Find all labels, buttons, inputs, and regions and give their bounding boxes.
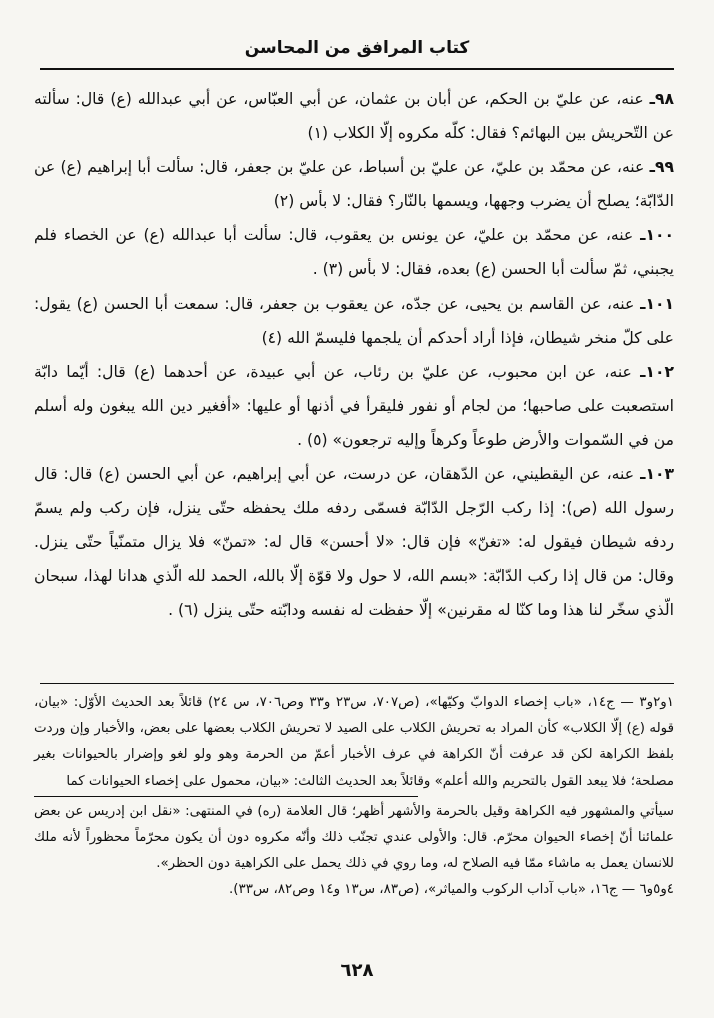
footnote-4-6: ٤و٥و٦ — ج١٦، «باب آداب الركوب والمياثر»، (ص٨٣، س١٣ و١٤ وص٨٢، س٣٣). xyxy=(229,882,674,898)
hadith-text: عنه، عن ابن محبوب، عن عليّ بن رئاب، عن أبي عبيدة، عن أحدهما (ع) قال: أيّما دابّة استصعبت على صاحبها؛ من لجام أو نفور فليقرأ في أذنها أو عليها: «أفغير دين الله يبغون وله أسلم من في السّموات والأرض طوعاً وكرهاً وإليه ترجعون» (٥) . xyxy=(34,362,674,449)
main-text xyxy=(34,82,674,628)
hadith-number: ١٠١ـ xyxy=(640,294,674,313)
header-rule xyxy=(40,68,674,70)
footnote-1-3: ١و٢و٣ — ج١٤، «باب إخصاء الدوابّ وكيّها»، (ص٧٠٧، س٢٣ و٣٣ وص٧٠٦، س ٢٤) قائلاً بعد الحديث الأوّل: «بيان، قوله (ع) إلّا الكلاب» كأن المراد به تحريش الكلاب على الصيد لا تحريش الكلاب بعضها على بعض، والأخبار وإن وردت بلفظ الكراهة لكن قد عرفت أنّ الكراهة في عرف الأخبار أعمّ من الحرمة وهو ولو لغو وإضرار بالحيوانات بغير مصلحة؛ فلا يبعد القول بالتحريم والله أعلم» وقائلاً بعد الحديث الثالث: «بيان، محمول على إخصاء الحيوانات كما xyxy=(34,695,674,789)
hadith-number: ١٠٠ـ xyxy=(640,226,674,245)
hadith-101 xyxy=(34,287,674,355)
hadith-text: عنه، عن اليقطيني، عن الدّهقان، عن درست، عن أبي إبراهيم، عن أبي الحسن (ع) قال: قال رسول الله (ص): إذا ركب الرّجل الدّابّة فسمّى ردفه ملك يحفظه حتّى ينزل، فإن ركب ولم يسمّ ردفه شيطان فيقول له: «تغنّ» فإن قال: «لا أحسن» قال له: «تمنّ» فلا يزال متمنّياً حتّى ينزل. وقال: من قال إذا ركب الدّابّة: «بسم الله، لا حول ولا قوّة إلّا بالله، الحمد لله الّذي هدانا لهذا، سبحان الّذي سخّر لنا هذا وما كنّا له مقرنين» إلّا حفظت له نفسه ودابّته حتّى ينزل (٦) . xyxy=(34,465,674,620)
hadith-103 xyxy=(34,457,674,627)
hadith-98 xyxy=(34,82,674,150)
hadith-text: عنه، عن محمّد بن عليّ، عن عليّ بن أسباط، عن عليّ بن جعفر، قال: سألت أبا إبراهيم (ع) عن الدّابّة؛ يصلح أن يضرب وجهها، ويسمها بالنّار؟ فقال: لا بأس (٢) xyxy=(34,158,674,211)
hadith-number: ٩٩ـ xyxy=(649,158,674,177)
footnote-divider xyxy=(34,796,418,797)
hadith-number: ١٠٢ـ xyxy=(640,362,674,381)
hadith-text: عنه، عن القاسم بن يحيى، عن جدّه، عن يعقوب بن جعفر، قال: سمعت أبا الحسن (ع) يقول: على كلّ منخر شيطان، فإذا أراد أحدكم أن يلجمها فليسمّ الله (٤) xyxy=(34,294,674,347)
footnotes xyxy=(34,690,674,904)
footnote-rule xyxy=(40,683,674,684)
hadith-number: ٩٨ـ xyxy=(649,90,674,108)
page-number: ٦٢٨ xyxy=(340,960,374,981)
running-header: كتاب المرافق من المحاسن xyxy=(244,38,470,58)
hadith-102 xyxy=(34,355,674,457)
footnote-continuation: سيأتي والمشهور فيه الكراهة وقيل بالحرمة والأشهر أظهر؛ قال العلامة (ره) في المنتهى: «نقل ابن إدريس عن بعض علمائنا أنّ إخصاء الحيوان محرّم. قال: والأولى عندي تجنّب ذلك وأنّه مكروه دون أن يكون محرّماً محظوراً لأنه ملك للانسان يعمل به ماشاء ممّا فيه الصلاح له، وما روي في ذلك يحمل على الكراهية دون الحظر». xyxy=(34,803,674,872)
hadith-number: ١٠٣ـ xyxy=(640,465,674,484)
hadith-99 xyxy=(34,150,674,218)
hadith-text: عنه، عن عليّ بن الحكم، عن أبان بن عثمان، عن أبي العبّاس، عن أبي عبدالله (ع) قال: سألته عن التّحريش بين البهائم؟ فقال: كلّه مكروه إلّا الكلاب (١) xyxy=(34,90,674,143)
hadith-100 xyxy=(34,218,674,286)
hadith-text: عنه، عن محمّد بن عليّ، عن يونس بن يعقوب، قال: سألت أبا عبدالله (ع) عن الخصاء فلم يجبني، ثمّ سألت أبا الحسن (ع) بعده، فقال: لا بأس (٣) . xyxy=(34,226,674,279)
